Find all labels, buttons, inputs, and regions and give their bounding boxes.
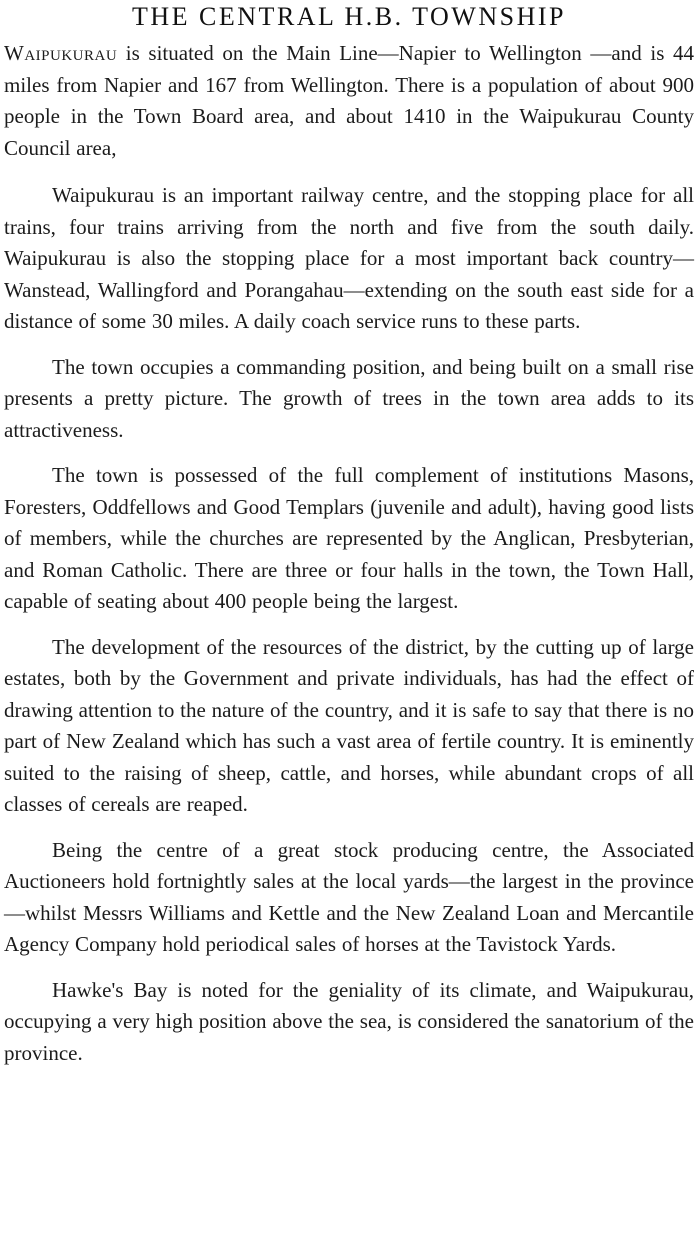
paragraph-4: The town is possessed of the full complement of institutions Masons, Foresters, Oddfellows and Good Templars (juvenile and adult), having good lists of members, while the churches are represented by the Anglican, Presbyterian, and Roman Catholic. There are three or four halls in the town, the Town Hall, capable of seating about 400 people being the largest.: [4, 463, 694, 613]
paragraph-6: Being the centre of a great stock producing centre, the Associated Auctioneers hold fortnightly sales at the local yards—the largest in the province—whilst Messrs Williams and Kettle and the New Zealand Loan and Mercantile Agency Company hold periodical sales of horses at the Tavistock Yards.: [4, 837, 694, 956]
paragraph-5: The development of the resources of the district, by the cutting up of large estates, both by the Government and private individuals, has had the effect of drawing attention to the nature of the country, and it is safe to say that there is no part of New Zealand which has such a vast area of fertile country. It is eminently suited to the raising of sheep, cattle, and horses, while abundant crops of all classes of cereals are reaped.: [4, 634, 694, 816]
article-title: THE CENTRAL H.B. TOWNSHIP: [132, 2, 566, 31]
paragraph-3: The town occupies a commanding position, and being built on a small rise presents a pretty picture. The growth of trees in the town area adds to its attractiveness.: [4, 354, 694, 442]
lead-word: Waipukurau: [4, 41, 118, 65]
paragraph-7: Hawke's Bay is noted for the geniality of its climate, and Waipukurau, occupying a very high position above the sea, is considered the sanatorium of the province.: [4, 977, 694, 1065]
paragraph-1-text: is situated on the Main Line—Napier to Wellington —and is 44 miles from Napier and 167 from Wellington. There is a population of about 900 people in the Town Board area, and about 1410 in the Waipukurau County Council area,: [4, 41, 694, 160]
paragraph-1: [4, 38, 694, 164]
paragraph-2: Waipukurau is an important railway centre, and the stopping place for all trains, four trains arriving from the north and five from the south daily. Waipukurau is also the stopping place for a most important back country—Wanstead, Wallingford and Porangahau—extending on the south east side for a distance of some 30 miles. A daily coach service runs to these parts.: [4, 183, 694, 333]
